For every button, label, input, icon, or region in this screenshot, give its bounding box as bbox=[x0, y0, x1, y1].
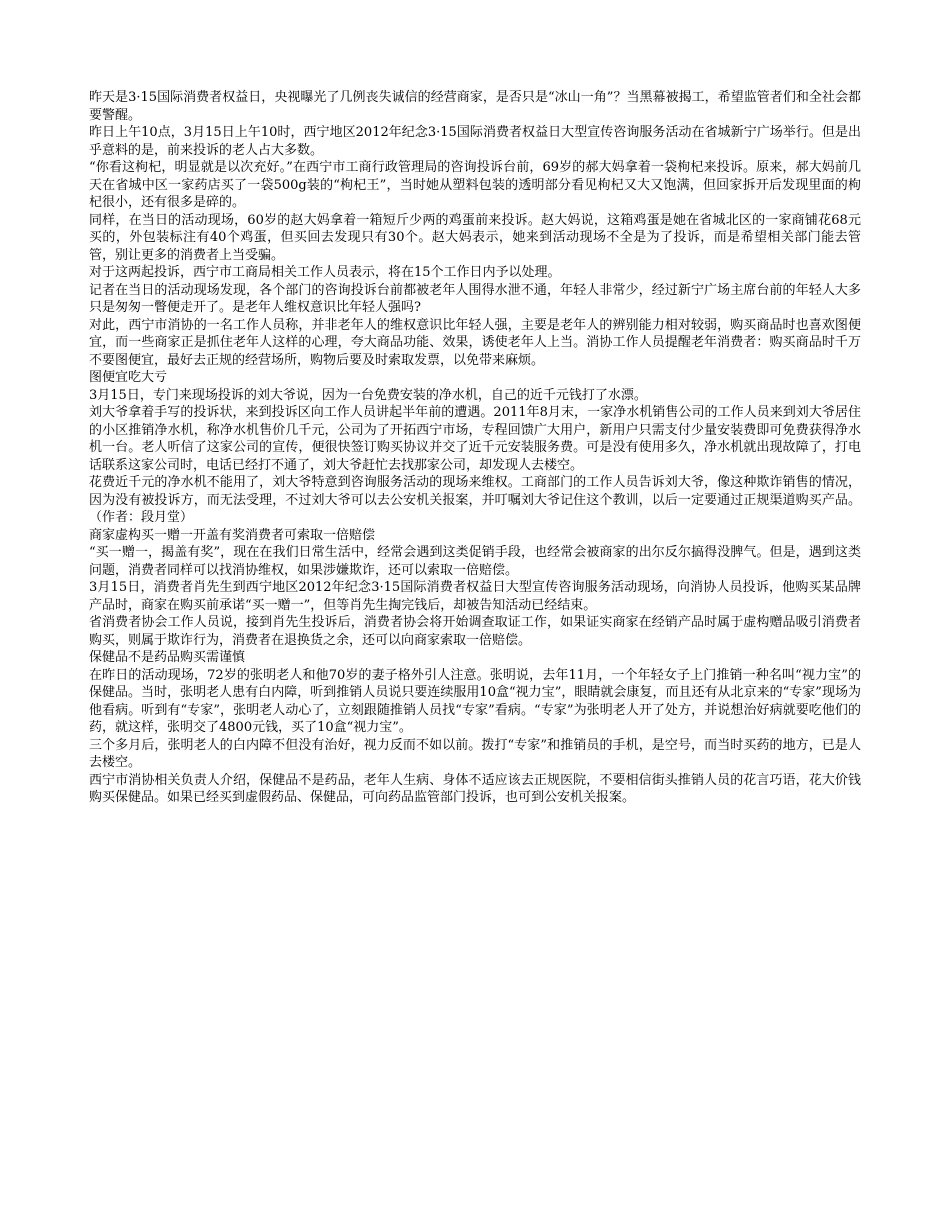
section-heading-cheap: 图便宜吃大亏 bbox=[89, 370, 168, 385]
section-heading-health-products: 保健品不是药品购买需谨慎 bbox=[89, 650, 246, 665]
paragraph-water-purifier-story: 刘大爷拿着手写的投诉状，来到投诉区向工作人员讲起半年前的遭遇。2011年8月末，一家净水机销售公司的工作人员来到刘大爷居住的小区推销净水机，称净水机售价几千元，公司为了开拓西宁市场，专程回馈广大用户，新用户只需支付少量安装费即可免费获得净水机一台。老人听信了这家公司的宣传，便很快签订购买协议并交了近千元安装服务费。可是没有使用多久，净水机就出现故障了，打电话联系这家公司时，电话已经打不通了，刘大爷赶忙去找那家公司，却发现人去楼空。 bbox=[89, 405, 861, 473]
paragraph-health-product-outcome: 三个多月后，张明老人的白内障不但没有治好，视力反而不如以前。拨打“专家”和推销员的手机，是空号，而当时买药的地方，已是人去楼空。 bbox=[89, 737, 861, 770]
paragraph-egg-complaint: 同样，在当日的活动现场，60岁的赵大妈拿着一箱短斤少两的鸡蛋前来投诉。赵大妈说，这箱鸡蛋是她在省城北区的一家商铺花68元买的，外包装标注有40个鸡蛋，但买回去发现只有30个。赵大妈表示，她来到活动现场不全是为了投诉，而是希望相关部门能去管管，别让更多的消费者上当受骗。 bbox=[89, 212, 861, 263]
paragraph-consumer-advice: 对此，西宁市消协的一名工作人员称，并非老年人的维权意识比年轻人强，主要是老年人的辨别能力相对较弱，购买商品时也喜欢图便宜，而一些商家正是抓住老年人这样的心理，夸大商品功能、效果，诱使老年人上当。消协工作人员提醒老年消费者：购买商品时千万不要图便宜，最好去正规的经营场所，购物后要及时索取发票，以免带来麻烦。 bbox=[89, 317, 861, 368]
paragraph-bureau-response: 对于这两起投诉，西宁市工商局相关工作人员表示，将在15个工作日内予以处理。 bbox=[89, 265, 561, 280]
paragraph-promotion-complaint: 3月15日，消费者肖先生到西宁地区2012年纪念3·15国际消费者权益日大型宣传咨询服务活动现场，向消协人员投诉，他购买某品牌产品时，商家在购买前承诺“买一赠一”，但等肖先生掏完钱后，却被告知活动已经结束。 bbox=[89, 580, 861, 613]
paragraph-goji-complaint: “你看这枸杞，明显就是以次充好。”在西宁市工商行政管理局的咨询投诉台前，69岁的郝大妈拿着一袋枸杞来投诉。原来，郝大妈前几天在省城中区一家药店买了一袋500g装的“枸杞王”，当时她从塑料包装的透明部分看见枸杞又大又饱满，但回家拆开后发现里面的枸杞很小，还有很多是碎的。 bbox=[89, 160, 861, 210]
paragraph-promotion-response: 省消费者协会工作人员说，接到肖先生投诉后，消费者协会将开始调查取证工作，如果证实商家在经销产品时属于虚构赠品吸引消费者购买，则属于欺诈行为，消费者在退换货之余，还可以向商家索取一倍赔偿。 bbox=[89, 615, 861, 648]
paragraph-water-purifier-intro: 3月15日，专门来现场投诉的刘大爷说，因为一台免费安装的净水机，自己的近千元钱打了水漂。 bbox=[89, 387, 647, 403]
paragraph-event: 昨日上午10点，3月15日上午10时，西宁地区2012年纪念3·15国际消费者权益日大型宣传咨询服务活动在省城新宁广场举行。但是出乎意料的是，前来投诉的老人占大多数。 bbox=[89, 125, 861, 158]
article-body bbox=[89, 89, 861, 807]
paragraph-promotion-intro: “买一赠一，揭盖有奖”，现在在我们日常生活中，经常会遇到这类促销手段，也经常会被商家的出尔反尔搞得没脾气。但是，遇到这类问题，消费者同样可以找消协维权，如果涉嫌欺诈，还可以索取一倍赔偿。 bbox=[89, 545, 861, 578]
paragraph-water-purifier-outcome: 花费近千元的净水机不能用了，刘大爷特意到咨询服务活动的现场来维权。工商部门的工作人员告诉刘大爷，像这种欺诈销售的情况，因为没有被投诉方，而无法受理，不过刘大爷可以去公安机关报案，并叮嘱刘大爷记住这个教训，以后一定要通过正规渠道购买产品。（作者：段月堂） bbox=[89, 475, 861, 525]
paragraph-health-product-story: 在昨日的活动现场，72岁的张明老人和他70岁的妻子格外引人注意。张明说，去年11月，一个年轻女子上门推销一种名叫“视力宝”的保健品。当时，张明老人患有白内障，听到推销人员说只要连续服用10盒“视力宝”，眼睛就会康复，而且还有从北京来的“专家”现场为他看病。听到有“专家”，张明老人动心了，立刻跟随推销人员找“专家”看病。“专家”为张明老人开了处方，并说想治好病就要吃他们的药，就这样，张明交了4800元钱，买了10盒“视力宝”。 bbox=[89, 667, 861, 735]
paragraph-elderly-observation: 记者在当日的活动现场发现，各个部门的咨询投诉台前都被老年人围得水泄不通，年轻人非常少，经过新宁广场主席台前的年轻人大多只是匆匆一瞥便走开了。是老年人维权意识比年轻人强吗? bbox=[89, 282, 861, 315]
paragraph-health-product-advice: 西宁市消协相关负责人介绍，保健品不是药品，老年人生病、身体不适应该去正规医院，不要相信街头推销人员的花言巧语，花大价钱购买保健品。如果已经买到虚假药品、保健品，可向药品监管部门投诉，也可到公安机关报案。 bbox=[89, 772, 861, 805]
section-heading-buy-one-get-one: 商家虚构买一赠一开盖有奖消费者可索取一倍赔偿 bbox=[89, 527, 376, 543]
paragraph-intro: 昨天是3·15国际消费者权益日，央视曝光了几例丧失诚信的经营商家，是否只是“冰山一角”？当黑幕被揭工，希望监管者们和全社会都要警醒。 bbox=[89, 90, 861, 123]
